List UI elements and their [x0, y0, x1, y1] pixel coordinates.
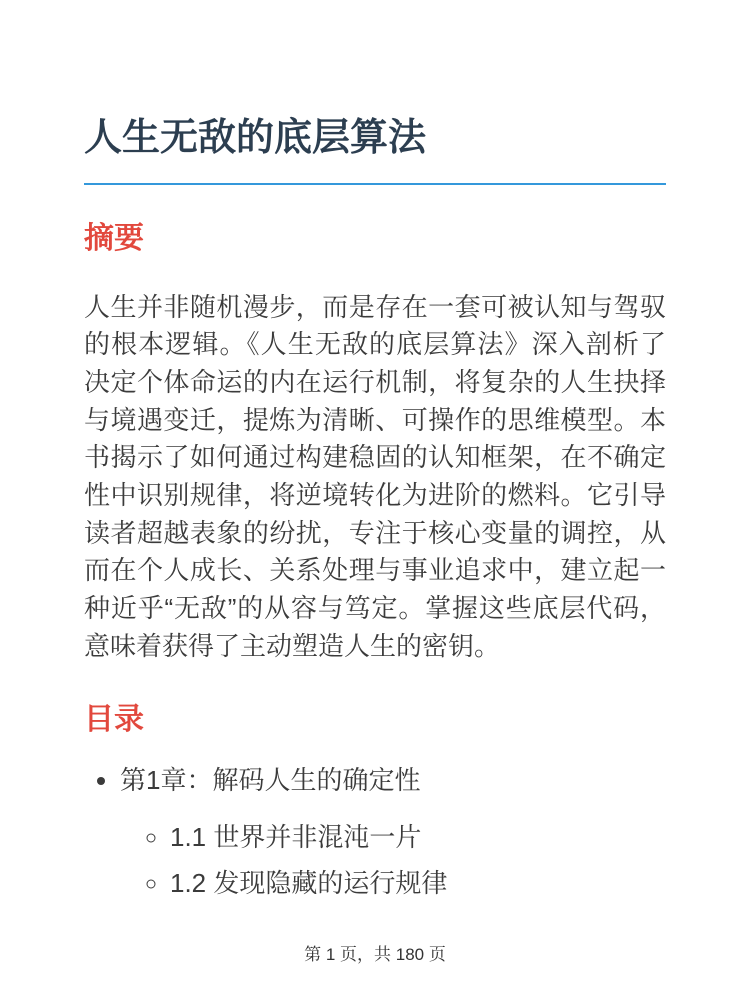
title-divider [84, 183, 666, 185]
abstract-heading: 摘要 [84, 221, 144, 255]
toc-chapter-item [120, 762, 666, 903]
abstract-paragraph: 人生并非随机漫步，而是存在一套可被认知与驾驭的根本逻辑。《人生无敌的底层算法》深入剖析了决定个体命运的内在运行机制，将复杂的人生抉择与境遇变迁，提炼为清晰、可操作的思维模型。本书揭示了如何通过构建稳固的认知框架，在不确定性中识别规律，将逆境转化为进阶的燃料。它引导读者超越表象的纷扰，专注于核心变量的调控，从而在个人成长、关系处理与事业追求中，建立起一种近乎“无敌”的从容与笃定。掌握这些底层代码，意味着获得了主动塑造人生的密钥。 [84, 291, 666, 661]
toc-subsection-item: ◦ 1.1 世界并非混沌一片 [170, 819, 666, 857]
toc-list [84, 762, 666, 903]
page-number: 第 1 页，共 180 页 [304, 944, 446, 964]
toc-chapter-label: 第1章：解码人生的确定性 [120, 764, 421, 795]
page-title: 人生无敌的底层算法 [84, 117, 427, 159]
toc-heading: 目录 [84, 702, 144, 736]
toc-subsection-list [120, 819, 666, 902]
toc-subsection-item: ◦ 1.2 发现隐藏的运行规律 [170, 865, 666, 903]
